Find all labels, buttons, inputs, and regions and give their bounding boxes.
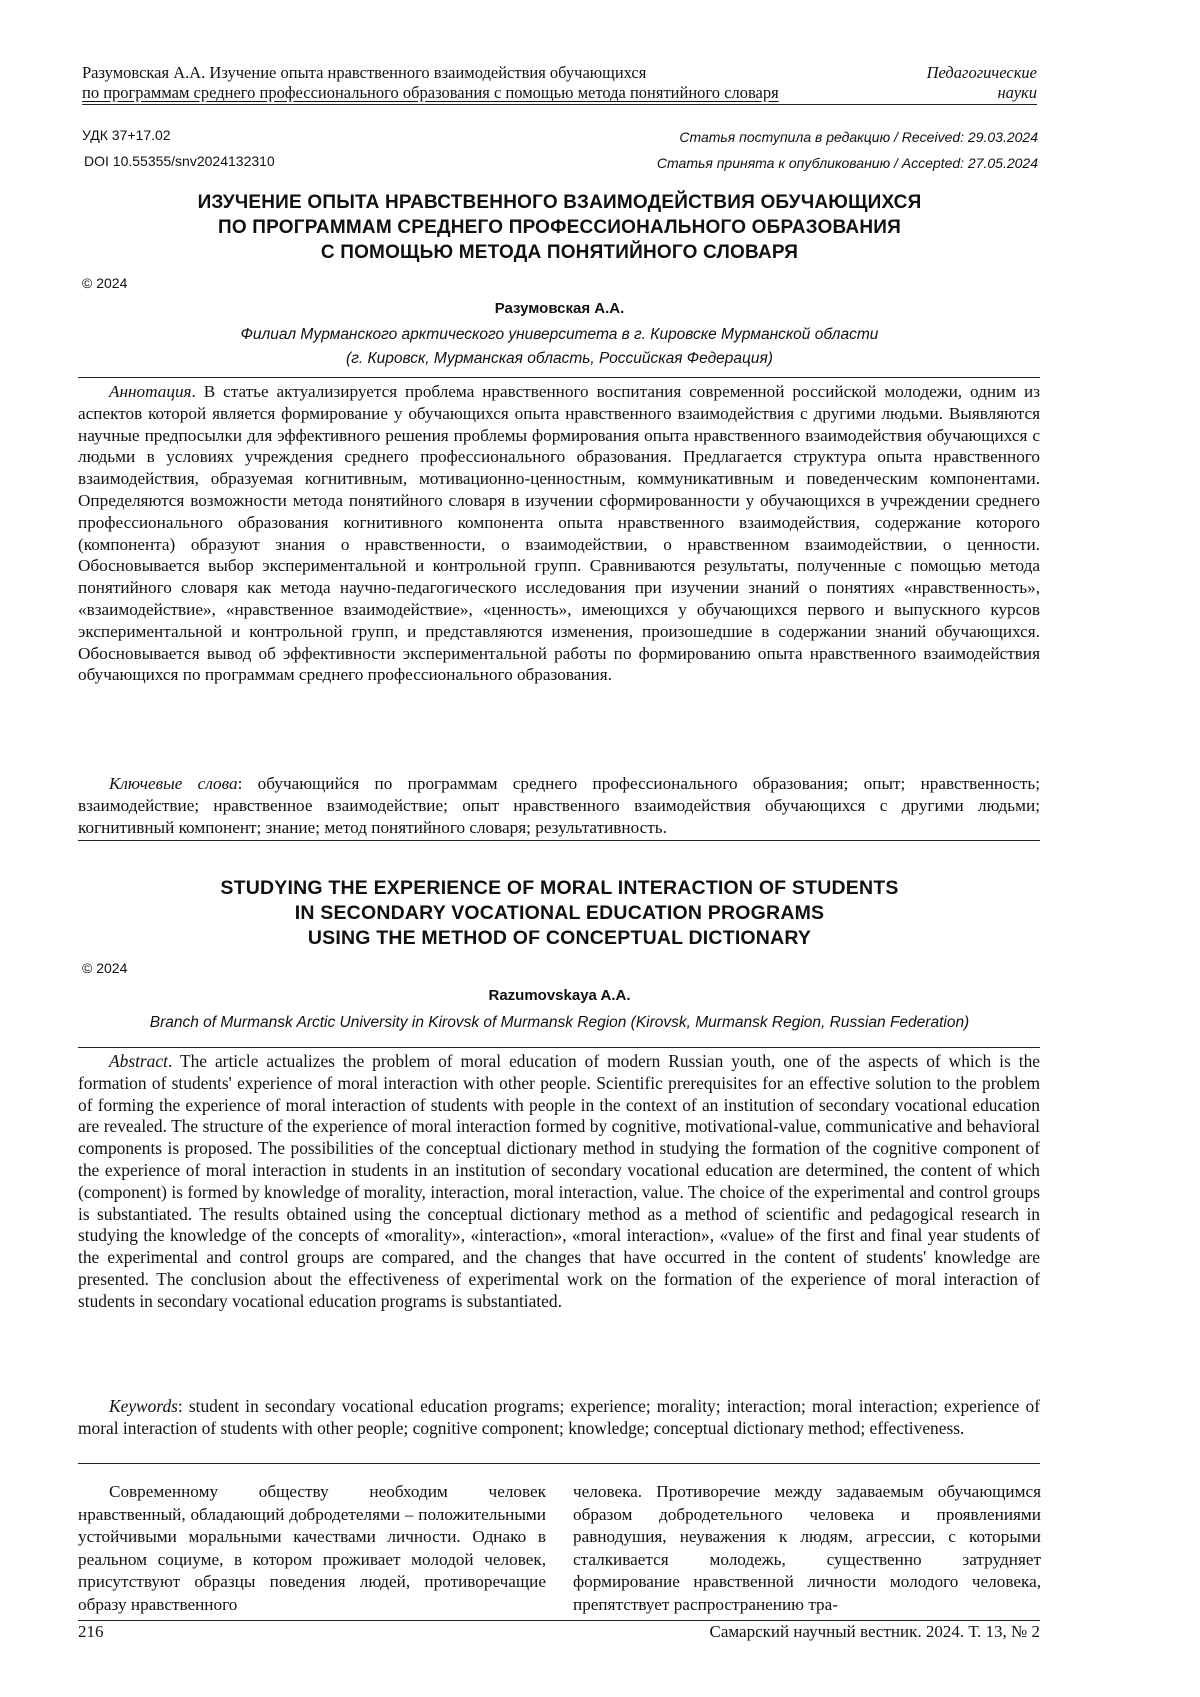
affiliation-ru bbox=[82, 323, 1037, 371]
abstract-en-text: . The article actualizes the problem of moral education of modern Russian youth, one of the aspects of which is the formation of students' experience of moral interaction with other people. Scientific prerequisites for an effective solution to the problem of forming the experience of moral interaction of students with people in the context of an institution of secondary vocational education are revealed. The structure of the experience of moral interaction formed by cognitive, motivational-value, communicative and behavioral components is proposed. The possibilities of the conceptual dictionary method in studying the formation of the cognitive component of the experience of moral interaction in students in an institution of secondary vocational education are determined, the content of which (component) is formed by knowledge of morality, interaction, moral interaction, value. The choice of the experimental and control groups is substantiated. The results obtained using the conceptual dictionary method as a method of scientific and pedagogical research in studying the knowledge of the concepts of «morality», «interaction», «moral interaction», «value» of the first and final year students of the experimental and control groups are compared, and the changes that have occurred in the content of students' knowledge are presented. The conclusion about the effectiveness of experimental work on the formation of the experience of moral interaction of students in secondary vocational education programs is substantiated. bbox=[78, 1051, 1040, 1311]
abstract-en-top-rule bbox=[78, 1047, 1040, 1048]
abstract-en-label: Abstract bbox=[109, 1051, 168, 1071]
running-title-line2: по программам среднего профессионального образования с помощью метода понятийного словаря bbox=[82, 83, 882, 103]
keywords-ru-text: : обучающийся по программам среднего профессионального образования; опыт; нравственность; взаимодействие; нравственное взаимодействие; опыт нравственного взаимодействия обучающихся с другими людьми; когнитивный компонент; знание; метод понятийного словаря; результативность. bbox=[78, 774, 1040, 837]
title-en-line3: USING THE METHOD OF CONCEPTUAL DICTIONARY bbox=[82, 926, 1037, 951]
title-ru-line1: ИЗУЧЕНИЕ ОПЫТА НРАВСТВЕННОГО ВЗАИМОДЕЙСТВИЯ ОБУЧАЮЩИХСЯ bbox=[82, 190, 1037, 215]
header-divider bbox=[82, 104, 1037, 105]
footer-divider bbox=[78, 1620, 1040, 1621]
affiliation-ru-line1: Филиал Мурманского арктического университета в г. Кировске Мурманской области bbox=[82, 323, 1037, 347]
accepted-date: Статья принята к опубликованию / Accepted: 27.05.2024 bbox=[538, 154, 1038, 172]
title-ru-line3: С ПОМОЩЬЮ МЕТОДА ПОНЯТИЙНОГО СЛОВАРЯ bbox=[82, 240, 1037, 265]
keywords-en-label: Keywords bbox=[109, 1396, 178, 1416]
abstract-ru bbox=[78, 381, 1040, 686]
section-line1: Педагогические bbox=[877, 63, 1037, 83]
running-title bbox=[82, 63, 882, 103]
received-date: Статья поступила в редакцию / Received: 29.03.2024 bbox=[538, 128, 1038, 146]
keywords-ru bbox=[78, 773, 1040, 838]
title-en-line1: STUDYING THE EXPERIENCE OF MORAL INTERACTION OF STUDENTS bbox=[82, 876, 1037, 901]
keywords-en bbox=[78, 1396, 1040, 1440]
doi: DOI 10.55355/snv2024132310 bbox=[84, 152, 275, 170]
running-title-line1: Разумовская А.А. Изучение опыта нравственного взаимодействия обучающихся bbox=[82, 63, 882, 83]
abstract-ru-bottom-rule bbox=[78, 840, 1040, 841]
title-ru-line2: ПО ПРОГРАММАМ СРЕДНЕГО ПРОФЕССИОНАЛЬНОГО ОБРАЗОВАНИЯ bbox=[82, 215, 1037, 240]
title-en bbox=[82, 876, 1037, 951]
abstract-ru-top-rule bbox=[78, 377, 1040, 378]
body-column-right: человека. Противоречие между задаваемым обучающимся образом добродетельного человека и проявлениями равнодушия, неуважения к людям, агрессии, с которыми сталкивается молодежь, существенно затрудняет формирование нравственной личности молодого человека, препятствует распространению тра- bbox=[573, 1481, 1041, 1616]
udk: УДК 37+17.02 bbox=[82, 126, 171, 144]
affiliation-ru-line2: (г. Кировск, Мурманская область, Российская Федерация) bbox=[82, 347, 1037, 371]
keywords-ru-label: Ключевые слова bbox=[109, 774, 238, 793]
journal-citation: Самарский научный вестник. 2024. Т. 13, № 2 bbox=[540, 1622, 1040, 1642]
affiliation-en: Branch of Murmansk Arctic University in Kirovsk of Murmansk Region (Kirovsk, Murmansk Region, Russian Federation) bbox=[82, 1011, 1037, 1035]
body-column-left: Современному обществу необходим человек нравственный, обладающий добродетелями – положительными устойчивыми моральными качествами личности. Однако в реальном социуме, в котором проживает молодой человек, присутствуют образцы поведения людей, противоречащие образу нравственного bbox=[78, 1481, 546, 1616]
copyright-ru: © 2024 bbox=[82, 275, 127, 291]
page-number: 216 bbox=[78, 1622, 104, 1642]
abstract-en-bottom-rule bbox=[78, 1463, 1040, 1464]
author-ru: Разумовская А.А. bbox=[82, 300, 1037, 317]
section-line2: науки bbox=[877, 83, 1037, 103]
abstract-ru-text: . В статье актуализируется проблема нравственного воспитания современной российской молодежи, одним из аспектов которой является формирование у обучающихся опыта нравственного взаимодействия с другими людьми. Выявляются научные предпосылки для эффективного решения проблемы формирования опыта нравственного взаимодействия обучающихся с людьми в условиях учреждения среднего профессионального образования. Предлагается структура опыта нравственного взаимодействия, образуемая когнитивным, мотивационно-ценностным, коммуникативным и поведенческим компонентами. Определяются возможности метода понятийного словаря в изучении сформированности у обучающихся в учреждении среднего профессионального образования когнитивного компонента опыта нравственного взаимодействия, содержание которого (компонента) образуют знания о нравственности, о взаимодействии, о нравственном взаимодействии, о ценности. Обосновывается выбор экспериментальной и контрольной групп. Сравниваются результаты, полученные с помощью метода понятийного словаря как метода научно-педагогического исследования при изучении знаний о понятиях «нравственность», «взаимодействие», «нравственное взаимодействие», «ценность», имеющихся у обучающихся первого и выпускного курсов экспериментальной и контрольной групп, и представляются изменения, произошедшие в содержании знаний обучающихся. Обосновывается вывод об эффективности экспериментальной работы по формированию опыта нравственного взаимодействия обучающихся по программам среднего профессионального образования. bbox=[78, 382, 1040, 684]
copyright-en: © 2024 bbox=[82, 960, 127, 976]
abstract-en bbox=[78, 1051, 1040, 1313]
title-ru bbox=[82, 190, 1037, 265]
keywords-en-text: : student in secondary vocational education programs; experience; morality; interaction; moral interaction; experience of moral interaction of students with other people; cognitive component; knowledge; conceptual dictionary method; effectiveness. bbox=[78, 1396, 1040, 1438]
section-name bbox=[877, 63, 1037, 103]
abstract-ru-label: Аннотация bbox=[109, 382, 192, 401]
title-en-line2: IN SECONDARY VOCATIONAL EDUCATION PROGRAMS bbox=[82, 901, 1037, 926]
author-en: Razumovskaya A.A. bbox=[82, 987, 1037, 1004]
